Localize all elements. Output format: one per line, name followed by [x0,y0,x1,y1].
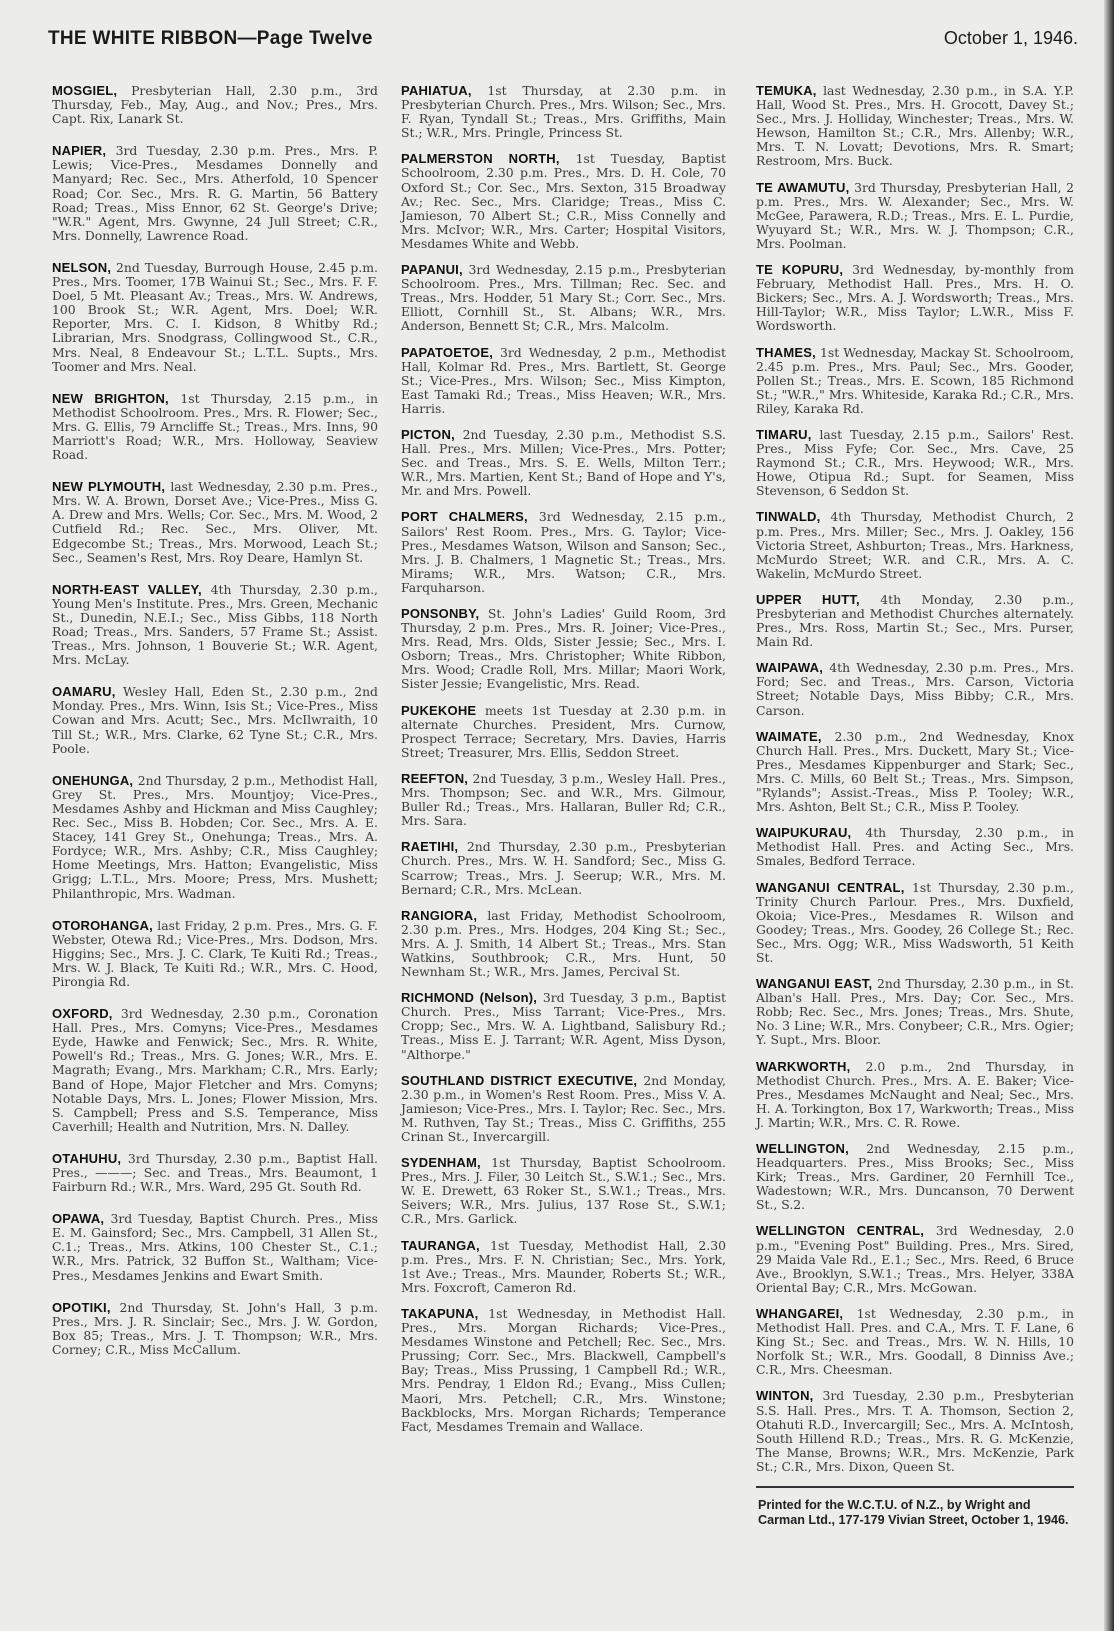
branch-details: last Tuesday, 2.15 p.m., Sailors' Rest. Pres., Miss Fyfe; Cor. Sec., Mrs. Cave, 25 Raymond St.; C.R., Mrs. Heywood; W.R., Mrs. Howe, Otipua Rd.; Supt. for Seamen, Miss Stevenson, 6 Seddon St. [756,426,1074,499]
printer-divider [756,1486,1074,1528]
branch-details: 3rd Thursday, 2.30 p.m., Baptist Hall. Pres., ———; Sec. and Treas., Mrs. Beaumont, 1 Fairburn Rd.; W.R., Mrs. Ward, 295 Gt. South Rd. [52,1150,378,1195]
branch-details: 2nd Thursday, 2.30 p.m., Presbyterian Church. Pres., Mrs. W. H. Sandford; Sec., Miss G. Scarrow; Treas., Mrs. J. Seerup; W.R., Mrs. M. Bernard; C.R., Mrs. McLean. [401,839,726,897]
branch-details: 1st Thursday, Baptist Schoolroom. Pres., Mrs. J. Filer, 30 Leitch St., S.W.1.; Sec., Mrs. W. E. Drewett, 63 Roker St., S.W.1.; Treas., Mrs. Seivers; W.R., Mrs. Julius, 137 Rose St., S.W.1; C.R., Mrs. Garlick. [401,1155,726,1227]
branch-entry [756,1389,1074,1474]
branch-details: 3rd Thursday, Presbyterian Hall, 2 p.m. Pres., Mrs. W. Alexander; Sec., Mrs. W. McGee, Parawera, R.D.; Treas., Mrs. E. L. Purdie, Wyuyard St.; W.R., Mrs. W. J. Thompson; C.R., Mrs. Poolman. [756,179,1074,251]
branch-details: 3rd Tuesday, 2.30 p.m., Presbyterian S.S. Hall. Pres., Mrs. T. A. Thomson, Section 2, Otahuti R.D., Invercargill; Sec., Mrs. A. McIntosh, South Hillend R.D.; Treas., Mrs. R. G. McKenzie, The Manse, Browns; W.R., Mrs. McKenzie, Park St.; C.R., Mrs. Dixon, Queen St. [756,1388,1074,1474]
column-1 [52,84,378,1375]
page-date: October 1, 1946. [943,28,1078,48]
branch-entry [401,346,726,416]
branch-entry [756,730,1074,815]
branch-entry [401,84,726,140]
branch-name: PAHIATUA, [401,83,472,98]
branch-name: PAPATOETOE, [401,344,494,360]
branch-details: 3rd Wednesday, 2.0 p.m., "Evening Post" Building. Pres., Mrs. Sired, 29 Maida Vale Rd., E.1.; Sec., Mrs. Reed, 6 Bruce Ave., Brooklyn, S.W.1.; Treas., Mrs. Helyer, 338A Oriental Bay; C.R., Mrs. McGowan. [756,1223,1074,1295]
branch-name: UPPER HUTT, [756,591,860,607]
branch-details: 3rd Tuesday, Baptist Church. Pres., Miss E. M. Gainsford; Sec., Mrs. Campbell, 31 Allen St., C.1.; Treas., Mrs. Atkins, 100 Chester St., C.1.; W.R., Mrs. Patrick, 32 Buffon St., Waltham; Vice-Pres., Mesdames Jenkins and Ewart Smith. [52,1211,378,1283]
branch-details: 4th Thursday, Methodist Church, 2 p.m. Pres., Mrs. Miller; Sec., Mrs. J. Oakley, 156 Victoria Street, Ashburton; Treas., Mrs. Harkness, McMurdo Street; W.R. and C.R., Mrs. A. C. Wakelin, McMurdo Street. [756,509,1074,581]
branch-name: OXFORD, [52,1006,113,1022]
branch-entry [401,840,726,896]
branch-name: ONEHUNGA, [52,772,134,788]
branch-details: 4th Thursday, 2.30 p.m., Young Men's Institute. Pres., Mrs. Green, Mechanic St., Dunedin, N.E.I.; Sec., Miss Gibbs, 118 North Road; Treas., Mrs. Sanders, 57 Frame St.; Assist. Treas., Mrs. Johnson, 1 Bouverie St.; W.R. Agent, Mrs. McLay. [52,581,378,668]
branch-details: Wesley Hall, Eden St., 2.30 p.m., 2nd Monday. Pres., Mrs. Winn, Isis St.; Vice-Pres., Miss Cowan and Mrs. Acutt; Sec., Mrs. McIlwraith, 10 Till St.; W.R., Mrs. Clarke, 62 Tyne St.; C.R., Mrs. Poole. [52,684,378,756]
branch-entry [401,152,726,251]
branch-details: last Friday, Methodist Schoolroom, 2.30 p.m. Pres., Mrs. Hodges, 204 King St.; Sec., Mrs. A. J. Smith, 14 Albert St.; Treas., Mrs. Stan Watkins, Southbrook; C.R., Mrs. Hunt, 50 Newnham St.; W.R., Mrs. James, Percival St. [401,907,726,980]
branch-entry [756,661,1074,717]
branch-entry [52,1301,378,1357]
branch-details: 1st Thursday, 2.15 p.m., in Methodist Schoolroom. Pres., Mrs. R. Flower; Sec., Mrs. G. Ellis, 79 Arncliffe St.; Treas., Mrs. Inns, 90 Marriott's Road; W.R., Mrs. Holloway, Seaview Road. [52,390,378,463]
branch-name: WANGANUI EAST, [756,976,873,992]
branch-entry [52,919,378,989]
branch-name: PORT CHALMERS, [401,509,528,525]
branch-name: NEW BRIGHTON, [52,390,169,406]
branch-entry [52,774,378,901]
branch-entry [401,991,726,1061]
branch-entry [756,263,1074,333]
branch-entry [756,84,1074,169]
branch-details: last Friday, 2 p.m. Pres., Mrs. G. F. Webster, Otewa Rd.; Vice-Pres., Mrs. Dodson, Mrs. Higgins; Sec., Mrs. J. C. Clark, Te Kuiti Rd.; Treas., Mrs. W. J. Black, Te Kuiti Rd.; W.R., Mrs. C. Hood, Pirongia Rd. [52,917,378,989]
branch-entry [52,144,378,243]
branch-details: 3rd Wednesday, by-monthly from February, Methodist Hall. Pres., Mrs. H. O. Bickers; Sec., Mrs. A. J. Wordsworth; Treas., Mrs. Hill-Taylor; W.R., Miss Taylor; L.W.R., Miss F. Wordsworth. [756,262,1075,334]
branch-details: 2nd Thursday, St. John's Hall, 3 p.m. Pres., Mrs. J. R. Sinclair; Sec., Mrs. J. W. Gordon, Box 85; Treas., Mrs. J. T. Thompson; W.R., Mrs. Corney; C.R., Miss McCallum. [52,1299,378,1357]
branch-details: last Wednesday, 2.30 p.m. Pres., Mrs. W. A. Brown, Dorset Ave.; Vice-Pres., Miss G. A. Drew and Mrs. Wells; Cor. Sec., Mrs. M. Wood, 2 Cutfield Rd.; Rec. Sec., Mrs. Oliver, Mt. Edgecombe St.; Treas., Mrs. Morwood, Leach St.; Sec., Seamen's Rest, Mrs. Roy Deare, Hamlyn St. [52,479,378,565]
branch-details: 1st Thursday, at 2.30 p.m. in Presbyterian Church. Pres., Mrs. Wilson; Sec., Mrs. F. Ryan, Tyndall St.; Treas., Mrs. Griffiths, Main St.; W.R., Mrs. Pringle, Princess St. [401,83,726,141]
branch-entry [756,510,1074,580]
branch-name: WARKWORTH, [756,1058,851,1074]
printer-notice: Printed for the W.C.T.U. of N.Z., by Wright and Carman Ltd., 177-179 Vivian Street, October 1, 1946. [758,1497,1069,1527]
branch-entry [401,1074,726,1144]
branch-details: 1st Tuesday, Methodist Hall, 2.30 p.m. Pres., Mrs. F. N. Christian; Sec., Mrs. York, 1st Ave.; Treas., Mrs. Maunder, Roberts St.; W.R., Mrs. Foxcroft, Cameron Rd. [401,1237,726,1295]
branch-details: 2nd Thursday, 2.30 p.m., in St. Alban's Hall. Pres., Mrs. Day; Cor. Sec., Mrs. Robb; Rec. Sec., Mrs. Jones; Treas., Mrs. Shute, No. 3 Line; W.R., Mrs. Conybeer; C.R., Mrs. Ogier; Y. Supt., Mrs. Bloor. [756,976,1074,1048]
branch-details: 4th Wednesday, 2.30 p.m. Pres., Mrs. Ford; Sec. and Treas., Mrs. Carson, Victoria Street; Notable Days, Miss Bibby; C.R., Mrs. Carson. [756,660,1074,718]
branch-details: 3rd Tuesday, 2.30 p.m. Pres., Mrs. P. Lewis; Vice-Pres., Mesdames Donnelly and Manyard; Rec. Sec., Mrs. Atherfold, 10 Spencer Road; Cor. Sec., Mrs. R. G. Martin, 56 Battery Road; Treas., Miss Ennor, 62 St. George's Drive; "W.R." Agent, Mrs. Gwynne, 24 Jull Street; C.R., Mrs. Donnelly, Lawrence Road. [52,143,378,243]
branch-details: St. John's Ladies' Guild Room, 3rd Thursday, 2 p.m. Pres., Mrs. R. Joiner; Vice-Pres., Mrs. Read, Mrs. Olds, Sister Jessie; Sec., Mrs. I. Osborn; Treas., Mrs. Christopher; White Ribbon, Mrs. Wood; Cradle Roll, Mrs. Millar; Maori Work, Sister Jessie; Evangelistic, Mrs. Read. [401,606,726,692]
branch-name: MOSGIEL, [52,83,118,98]
page-header [48,28,1078,58]
branch-details: 2nd Tuesday, Burrough House, 2.45 p.m. Pres., Mrs. Toomer, 17B Wainui St.; Sec., Mrs. F. F. Doel, 5 Mt. Pleasant Av.; Treas., Mrs. W. Andrews, 100 Brook St.; W.R. Agent, Mrs. Doel; W.R. Reporter, Mrs. C. I. Kidson, 8 Whitby Rd.; Librarian, Mrs. Snodgrass, Collingwood St., C.R., Mrs. Neal, 8 Endeavour St.; L.T.L. Supts., Mrs. Toomer and Mrs. Neal. [52,259,378,374]
branch-entry [401,1156,726,1226]
branch-entry [756,977,1074,1047]
branch-name: TE AWAMUTU, [756,179,850,195]
branch-details: 2nd Monday, 2.30 p.m., in Women's Rest Room. Pres., Miss V. A. Jamieson; Vice-Pres., Mrs. I. Taylor; Rec. Sec., Mrs. M. Ruthven, Tay St.; Treas., Miss C. Griffiths, 255 Crinan St., Invercargill. [401,1072,726,1144]
branch-name: TAKAPUNA, [401,1305,479,1321]
branch-name: PICTON, [401,426,455,442]
branch-entry [401,428,726,498]
page-title: THE WHITE RIBBON—Page Twelve [48,28,373,49]
branch-details: 1st Tuesday, Baptist Schoolroom, 2.30 p.m. Pres., Mrs. D. H. Cole, 70 Oxford St.; Cor. Sec., Mrs. Sexton, 315 Broadway Av.; Rec. Sec., Mrs. Claridge; Treas., Miss C. Jamieson, 70 Albert St.; C.R., Miss Connelly and Mrs. McIvor; W.R., Mrs. Carter; Hospital Visitors, Mesdames White and Webb. [401,151,726,251]
branch-details: 2nd Wednesday, 2.15 p.m., Headquarters. Pres., Miss Brooks; Sec., Miss Kirk; Treas., Mrs. Gardiner, 20 Fernhill Tce., Wadestown; W.R., Mrs. Duncanson, 70 Derwent St., S.2. [756,1141,1074,1213]
branch-details: 1st Wednesday, Mackay St. Schoolroom, 2.45 p.m. Pres., Mrs. Paul; Sec., Mrs. Gooder, Pollen St.; Treas., Mrs. E. Scown, 185 Richmond St.; "W.R.," Mrs. Whiteside, Karaka Rd.; C.R., Mrs. Riley, Karaka Rd. [756,344,1074,416]
branch-entry [756,181,1074,251]
branch-name: THAMES, [756,344,816,360]
branch-details: last Wednesday, 2.30 p.m., in S.A. Y.P. Hall, Wood St. Pres., Mrs. H. Grocott, Davey St.; Sec., Mrs. J. Holliday, Winchester; Treas., Mrs. W. Hewson, Hamilton St.; C.R., Mrs. Allenby; W.R., Mrs. T. N. Lovatt; Devotions, Mrs. R. Smart; Restroom, Mrs. Buck. [756,83,1074,169]
branch-entry [52,261,378,374]
branch-entry [401,607,726,692]
branch-name: TE KOPURU, [756,262,844,278]
branch-name: NAPIER, [52,143,107,159]
branch-name: OPOTIKI, [52,1299,111,1315]
branch-entry [52,685,378,755]
branch-name: RAETIHI, [401,839,459,855]
branch-name: RICHMOND (Nelson), [401,990,538,1006]
branch-entry [756,826,1074,868]
branch-entry [401,1239,726,1295]
branch-details: 1st Thursday, 2.30 p.m., Trinity Church Parlour. Pres., Mrs. Duxfield, Okoia; Vice-Pres., Mesdames R. Wilson and Goodey; Treas., Mrs. Goodey, 26 College St.; Rec. Sec., Mrs. Ogg; W.R., Miss Wadsworth, 51 Keith St. [756,879,1074,965]
branch-name: PAPANUI, [401,262,463,278]
branch-name: TEMUKA, [756,83,817,98]
branch-entry [401,772,726,828]
branch-entry [52,583,378,668]
column-3 [756,84,1074,1528]
branch-entry [756,593,1074,649]
branch-name: WAIMATE, [756,728,822,744]
branch-entry [401,510,726,595]
branch-name: NEW PLYMOUTH, [52,479,166,495]
branch-name: OAMARU, [52,684,116,700]
branch-entry [52,480,378,565]
branch-name: WAIPAWA, [756,660,824,676]
branch-details: 2nd Tuesday, 2.30 p.m., Methodist S.S. Hall. Pres., Mrs. Millen; Vice-Pres., Mrs. Potter; Sec. and Treas., Mrs. S. E. Wells, Milton Terr.; W.R., Mrs. Martien, Kent St.; Band of Hope and Y's, Mr. and Mrs. Powell. [401,426,726,499]
branch-name: PONSONBY, [401,606,480,621]
branch-details: 2nd Thursday, 2 p.m., Methodist Hall, Grey St. Pres., Mrs. Mountjoy; Vice-Pres., Mesdames Ashby and Hickman and Miss Caughley; Rec. Sec., Miss B. Hobden; Cor. Sec., Mrs. A. E. Stacey, 141 Grey St., Onehunga; Treas., Mrs. A. Fordyce; W.R., Mrs. Ashby; C.R., Miss Caughley; Home Meetings, Mrs. Hatton; Evangelistic, Miss Grigg; L.T.L., Mrs. Moore; Press, Mrs. Mushett; Philanthropic, Mrs. Wadman. [52,772,378,901]
branch-name: OPAWA, [52,1211,105,1227]
branch-details: 1st Wednesday, 2.30 p.m., in Methodist Hall. Pres. and C.A., Mrs. T. F. Lane, 6 King St.; Sec. and Treas., Mrs. W. N. Hills, 10 Norfolk St.; W.R., Mrs. Goodall, 8 Dinniss Ave.; C.R., Mrs. Cheesman. [756,1305,1074,1378]
branch-name: SYDENHAM, [401,1155,481,1171]
branch-details: Presbyterian Hall, 2.30 p.m., 3rd Thursday, Feb., May, Aug., and Nov.; Pres., Mrs. Capt. Rix, Lanark St. [52,83,378,127]
branch-entry [52,1212,378,1282]
branch-name: REEFTON, [401,770,469,786]
branch-entry [401,704,726,760]
branch-entry [756,1060,1074,1130]
branch-details: 2.30 p.m., 2nd Wednesday, Knox Church Hall. Pres., Mrs. Duckett, Mary St.; Vice-Pres., Mesdames Kippenburger and Stark; Sec., Mrs. C. Mills, 60 Belt St.; Treas., Mrs. Simpson, "Rylands"; Assist.-Treas., Miss P. Tooley; W.R., Mrs. Ashton, Belt St.; C.R., Miss P. Tooley. [756,728,1074,815]
branch-entry [756,346,1074,416]
branch-details: 4th Monday, 2.30 p.m., Presbyterian and Methodist Churches alternately. Pres., Mrs. Ross, Martin St.; Sec., Mrs. Purser, Main Rd. [756,591,1074,650]
branch-entry [52,1152,378,1194]
branch-name: WAIPUKURAU, [756,825,852,841]
branch-entry [401,263,726,333]
branch-name: WANGANUI CENTRAL, [756,879,905,895]
branch-name: TAURANGA, [401,1237,480,1253]
branch-name: TIMARU, [756,426,812,442]
branch-entry [401,1307,726,1434]
branch-entry [52,84,378,126]
branch-details: 1st Wednesday, in Methodist Hall. Pres., Mrs. Morgan Richards; Vice-Pres., Mesdames Winstone and Petchell; Rec. Sec., Mrs. Prussing; Corr. Sec., Mrs. Blackwell, Campbell's Bay; Treas., Miss Prussing, 1 Campbell Rd.; W.R., Mrs. Pendray, 1 Eldon Rd.; Evang., Miss Cullen; Maori, Mrs. Petchell; C.R., Mrs. Winstone; Backblocks, Mrs. Morgan Richards; Temperance Fact, Mesdames Tremain and Wallace. [401,1305,726,1434]
branch-details: 2.0 p.m., 2nd Thursday, in Methodist Church. Pres., Mrs. A. E. Baker; Vice-Pres., Mesdames McNaught and Neal; Sec., Mrs. H. A. Torkington, Box 17, Warkworth; Treas., Miss J. Martin; W.R., Mrs. C. R. Rowe. [756,1058,1074,1130]
branch-name: OTAHUHU, [52,1150,122,1166]
branch-details: 3rd Wednesday, 2.30 p.m., Coronation Hall. Pres., Mrs. Comyns; Vice-Pres., Mesdames Eyde, Hawke and Fenwick; Sec., Mrs. R. White, Powell's Rd.; Treas., Mrs. G. Jones; W.R., Mrs. E. Magrath; Evang., Mrs. Markham; C.R., Mrs. Early; Band of Hope, Major Fletcher and Mrs. Comyns; Notable Days, Mrs. L. Jones; Flower Mission, Mrs. S. Campbell; Press and S.S. Temperance, Miss Caverhill; Health and Nutrition, Mrs. N. Dalley. [52,1006,378,1134]
branch-entry [756,1307,1074,1377]
page-edge-shadow [1104,0,1114,1631]
branch-details: meets 1st Tuesday at 2.30 p.m. in alternate Churches. President, Mrs. Curnow, Prospect Terrace; Secretary, Mrs. Davies, Harris Street; Treasurer, Mrs. Ellis, Seddon Street. [401,702,726,760]
column-2 [401,84,726,1446]
branch-name: WELLINGTON, [756,1141,849,1156]
branch-details: 3rd Wednesday, 2.15 p.m., Sailors' Rest Room. Pres., Mrs. G. Taylor; Vice-Pres., Mesdames Watson, Wilson and Sanson; Sec., Mrs. J. B. Chalmers, 1 Magnetic St.; Treas., Mrs. Mirams; W.R., Mrs. Watson; C.R., Mrs. Farquharson. [401,509,726,595]
branch-name: OTOROHANGA, [52,917,153,933]
branch-entry [401,909,726,979]
branch-entry [756,1224,1074,1294]
branch-details: 2nd Tuesday, 3 p.m., Wesley Hall. Pres., Mrs. Thompson; Sec. and W.R., Mrs. Gilmour, Buller Rd.; Treas., Mrs. Hallaran, Buller Rd; C.R., Mrs. Sara. [401,770,726,829]
branch-name: TINWALD, [756,509,821,525]
branch-entry [52,392,378,462]
branch-name: WHANGAREI, [756,1305,844,1321]
branch-details: 3rd Wednesday, 2 p.m., Methodist Hall, Kolmar Rd. Pres., Mrs. Bartlett, St. George St.; Vice-Pres., Mrs. Wilson; Sec., Miss Kimpton, East Tamaki Rd.; Treas., Miss Heaven; W.R., Mrs. Harris. [401,344,726,416]
branch-details: 4th Thursday, 2.30 p.m., in Methodist Hall. Pres. and Acting Sec., Mrs. Smales, Bedford Terrace. [756,825,1074,869]
branch-name: WELLINGTON CENTRAL, [756,1223,925,1239]
branch-entry [756,428,1074,498]
branch-details: 3rd Tuesday, 3 p.m., Baptist Church. Pres., Miss Tarrant; Vice-Pres., Mrs. Cropp; Sec., Mrs. W. A. Lightband, Salisbury Rd.; Treas., Miss E. J. Tarrant; W.R. Agent, Miss Dyson, "Althorpe." [401,990,726,1062]
branch-details: 3rd Wednesday, 2.15 p.m., Presbyterian Schoolroom. Pres., Mrs. Tillman; Rec. Sec. and Treas., Mrs. Hodder, 51 Mary St.; Corr. Sec., Mrs. Elliott, Cornhill St., St. Albans; W.R., Mrs. Anderson, Bennett St; C.R., Mrs. Malcolm. [401,262,726,334]
branch-name: NORTH-EAST VALLEY, [52,581,202,597]
branch-name: SOUTHLAND DISTRICT EXECUTIVE, [401,1072,638,1088]
branch-name: PALMERSTON NORTH, [401,151,560,167]
branch-name: PUKEKOHE [401,702,477,718]
branch-entry [756,1142,1074,1212]
branch-name: RANGIORA, [401,907,478,923]
branch-name: WINTON, [756,1388,814,1404]
branch-entry [52,1007,378,1134]
branch-entry [756,881,1074,966]
branch-name: NELSON, [52,259,112,275]
